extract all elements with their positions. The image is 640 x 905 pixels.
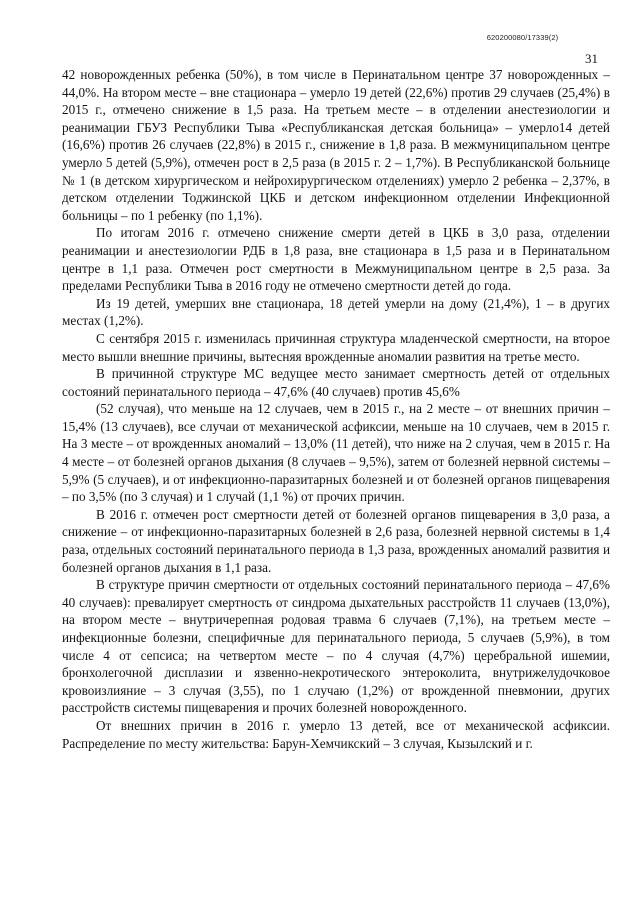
- page-number: 31: [585, 51, 598, 66]
- document-id: 620200080/17339(2): [486, 33, 559, 42]
- paragraph-2: По итогам 2016 г. отмечено снижение смерти детей в ЦКБ в 3,0 раза, отделении реанимации и анестезиологии РДБ в 1,8 раза, вне стационара в 1,5 раза и в Перинатальном центре в 1,1 раза. Отмечен рост смертности в Межмуниципальном центре в 2,5 раза. За пределами Республики Тыва в 2016 году не отмечено смертности детей до года.: [62, 225, 610, 294]
- paragraph-1: 42 новорожденных ребенка (50%), в том числе в Перинатальном центре 37 новорожденных – 44,0%. На втором месте – вне стационара – умерло 19 детей (22,6%) против 29 случаев (25,4%) в 2015 г., отмечено снижение в 1,5 раза. На третьем месте – в отделении анестезиологии и реанимации ГБУЗ Республики Тыва «Республиканская детская больница» – умерло14 детей (16,6%) против 26 случаев (22,8%) в 2015 г., снижение в 1,8 раза. В межмуниципальном центре умерло 5 детей (5,9%), отмечен рост в 2,5 раза (в 2015 г. 2 – 1,7%). В Республиканской больнице № 1 (в детском хирургическом и нейрохирургическом отделениях) умерло 2 ребенка – 2,37%, в детском отделении Тоджинской ЦКБ и детском инфекционном отделении Инфекционной больницы – по 1 ребенку (по 1,1%).: [62, 67, 610, 223]
- paragraph-8: В структуре причин смертности от отдельных состояний перинатального периода – 47,6% 40 случаев): превалирует смертность от синдрома дыхательных расстройств 11 случаев (13,0%), на втором месте – внутричерепная родовая травма 6 случаев (7,1%), на третьем месте – инфекционные болезни, специфичные для перинатального периода, 5 случаев (5,9%), в том числе 4 от сепсиса; на четвертом месте – по 4 случая (4,7%) церебральной ишемии, бронхолегочной дисплазии и язвенно-некротического энтероколита, внутрижелудочковое кровоизлияние – 3 случая (3,55), по 1 случаю (1,2%) от врожденной пневмонии, других расстройств системы пищеварения и прочих болезней новорожденного.: [62, 577, 610, 716]
- paragraph-4: С сентября 2015 г. изменилась причинная структура младенческой смертности, на второе место вышли внешние причины, вытесняя врожденные аномалии развития на третье место.: [62, 330, 610, 364]
- paragraph-3: Из 19 детей, умерших вне стационара, 18 детей умерли на дому (21,4%), 1 – в других местах (1,2%).: [62, 295, 610, 329]
- document-body: [62, 66, 610, 752]
- paragraph-6: (52 случая), что меньше на 12 случаев, чем в 2015 г., на 2 месте – от внешних причин – 15,4% (13 случаев), все случаи от механической асфиксии, меньше на 10 случаев, чем в 2015 г. На 3 месте – от врожденных аномалий – 13,0% (11 детей), что ниже на 2 случая, чем в 2015 г. На 4 месте – от болезней органов дыхания (8 случаев – 9,5%), затем от болезней нервной системы – 5,9% (5 случаев), и от инфекционно-паразитарных болезней и от болезней органов пищеварения – по 3,5% (по 3 случая) и 1 случай (1,1 %) от прочих причин.: [62, 401, 610, 505]
- paragraph-5: В причинной структуре МС ведущее место занимает смертность детей от отдельных состояний перинатального периода – 47,6% (40 случаев) против 45,6%: [62, 366, 610, 399]
- paragraph-7: В 2016 г. отмечен рост смертности детей от болезней органов пищеварения в 3,0 раза, а снижение – от инфекционно-паразитарных болезней в 2,6 раза, болезней нервной системы в 1,4 раза, отдельных состояний перинатального периода в 1,3 раза, врожденных аномалий развития и болезней органов дыхания в 1,1 раза.: [62, 506, 610, 575]
- paragraph-9: От внешних причин в 2016 г. умерло 13 детей, все от механической асфиксии. Распределение по месту жительства: Барун-Хемчикский – 3 случая, Кызылский и г.: [62, 717, 610, 751]
